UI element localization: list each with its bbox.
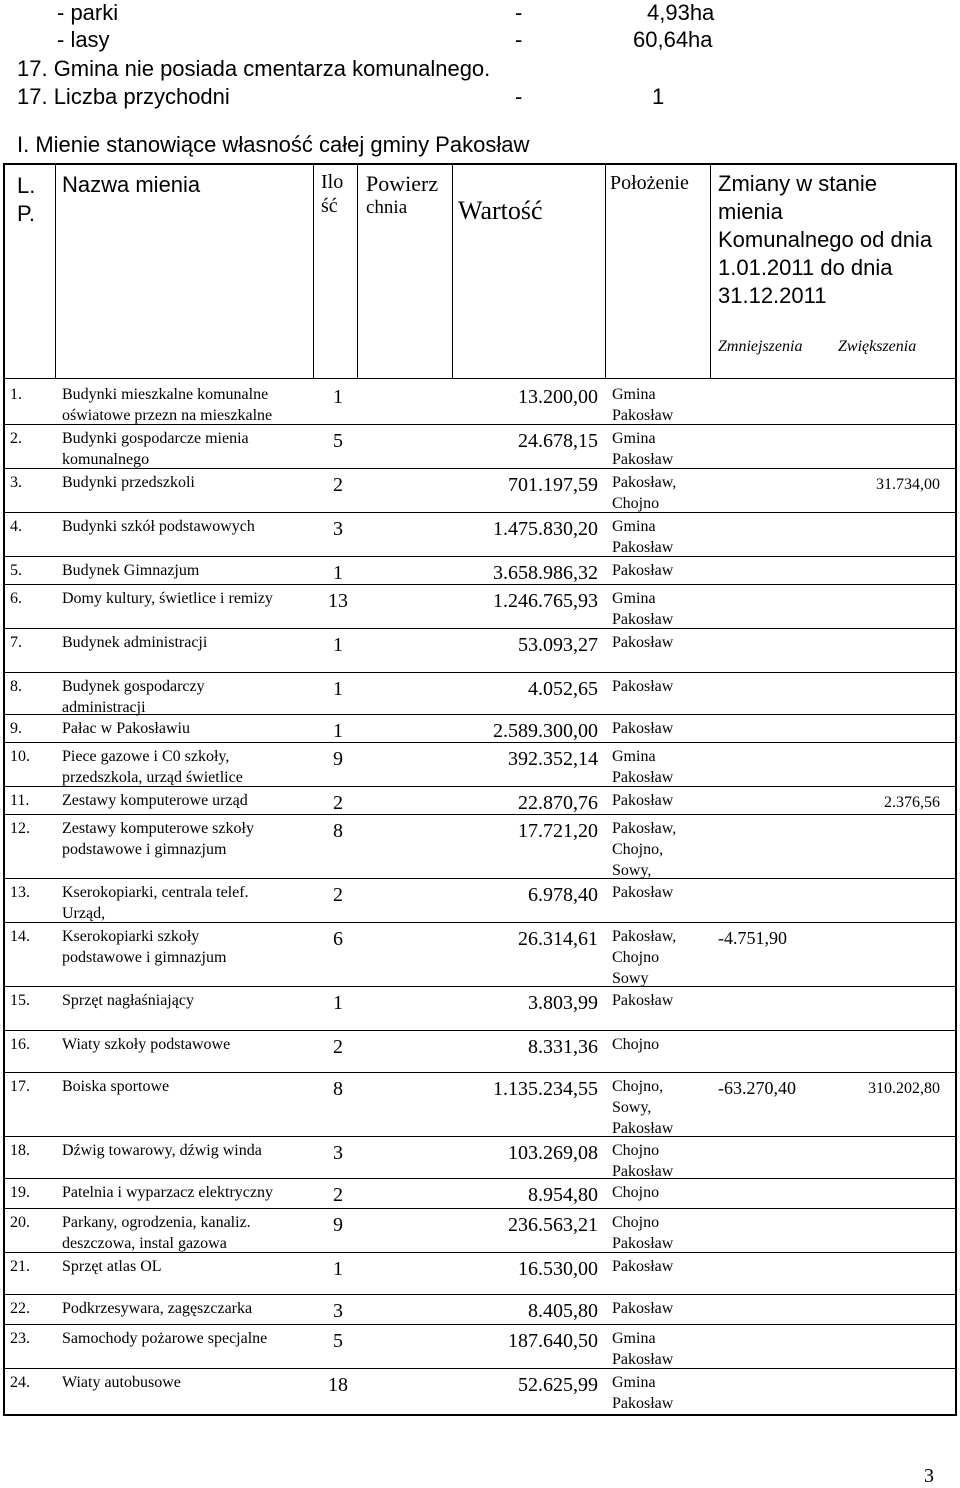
row-number: 12. xyxy=(10,820,30,837)
row-name-line: Budynek Gimnazjum xyxy=(62,562,200,579)
row-value: 6.978,40 xyxy=(528,884,598,906)
row-location-line: Chojno xyxy=(612,1214,660,1231)
row-location-line: Chojno xyxy=(612,1184,660,1201)
row-number: 19. xyxy=(10,1184,30,1201)
row-value: 1.246.765,93 xyxy=(493,590,598,612)
table-border-top xyxy=(3,163,957,165)
row-location-line: Gmina xyxy=(612,518,656,535)
row-location-line: Chojno xyxy=(612,949,660,966)
section-title: I. Mienie stanowiące własność całej gminy Pakosław xyxy=(17,132,530,157)
row-location-line: Pakosław, xyxy=(612,474,677,491)
row-quantity: 3 xyxy=(333,518,343,540)
row-divider xyxy=(3,1178,957,1179)
row-location-line: Pakosław xyxy=(612,992,674,1009)
row-divider xyxy=(3,922,957,923)
row-number: 10. xyxy=(10,748,30,765)
row-quantity: 9 xyxy=(333,1214,343,1236)
row-location-line: Chojno xyxy=(612,495,660,512)
row-value: 3.803,99 xyxy=(528,992,598,1014)
row-increase: 31.734,00 xyxy=(876,476,940,493)
row-name-line: podstawowe i gimnazjum xyxy=(62,949,227,966)
row-location-line: Pakosław xyxy=(612,720,674,737)
row-divider xyxy=(3,1136,957,1137)
header-col-divider xyxy=(710,163,711,378)
row-quantity: 18 xyxy=(328,1374,348,1396)
row-number: 11. xyxy=(10,792,30,809)
header-zmniejszenia: Zmniejszenia xyxy=(718,338,803,355)
header-lp-line2: P. xyxy=(17,201,35,226)
row-location-line: Pakosław xyxy=(612,769,674,786)
row-decrease: -63.270,40 xyxy=(718,1078,796,1098)
row-location-line: Pakosław xyxy=(612,1351,674,1368)
row-quantity: 8 xyxy=(333,820,343,842)
row-name-line: Samochody pożarowe specjalne xyxy=(62,1330,268,1347)
row-name-line: oświatowe przezn na mieszkalne xyxy=(62,407,273,424)
header-wartosc: Wartość xyxy=(458,196,543,225)
row-location-line: Gmina xyxy=(612,430,656,447)
row-value: 1.135.234,55 xyxy=(493,1078,598,1100)
row-location-line: Pakosław, xyxy=(612,820,677,837)
row-number: 9. xyxy=(10,720,22,737)
row-quantity: 1 xyxy=(333,720,343,742)
row-name-line: Wiaty autobusowe xyxy=(62,1374,181,1391)
intro-lasy-value: 60,64ha xyxy=(633,27,713,52)
header-ilosc xyxy=(321,170,343,218)
row-name-line: Kserokopiarki szkoły xyxy=(62,928,200,945)
clinics-dash: - xyxy=(515,84,523,109)
row-value: 103.269,08 xyxy=(508,1142,598,1164)
row-location-line: Pakosław xyxy=(612,1163,674,1180)
intro-parki-value: 4,93ha xyxy=(647,0,715,25)
row-divider xyxy=(3,1294,957,1295)
table-border-right xyxy=(955,163,957,1414)
row-value: 8.405,80 xyxy=(528,1300,598,1322)
row-name-line: Dźwig towarowy, dźwig winda xyxy=(62,1142,262,1159)
header-col-divider xyxy=(313,163,314,378)
row-quantity: 9 xyxy=(333,748,343,770)
row-value: 3.658.986,32 xyxy=(493,562,598,584)
row-quantity: 1 xyxy=(333,386,343,408)
row-quantity: 1 xyxy=(333,562,343,584)
row-quantity: 1 xyxy=(333,992,343,1014)
row-number: 1. xyxy=(10,386,22,403)
row-divider xyxy=(3,986,957,987)
header-lp xyxy=(17,172,35,228)
row-number: 6. xyxy=(10,590,22,607)
row-value: 8.954,80 xyxy=(528,1184,598,1206)
row-name-line: podstawowe i gimnazjum xyxy=(62,841,227,858)
header-zmiany-l5: 31.12.2011 xyxy=(718,283,827,308)
cemetery-note: 17. Gmina nie posiada cmentarza komunalnego. xyxy=(17,56,491,81)
row-divider xyxy=(3,878,957,879)
header-lp-line1: L. xyxy=(17,173,36,198)
row-number: 20. xyxy=(10,1214,30,1231)
row-value: 52.625,99 xyxy=(518,1374,598,1396)
row-name-line: Budynek administracji xyxy=(62,634,208,651)
row-divider xyxy=(3,556,957,557)
row-divider xyxy=(3,672,957,673)
clinics-value: 1 xyxy=(652,84,665,109)
intro-parki-label: - parki xyxy=(57,0,119,25)
row-quantity: 3 xyxy=(333,1300,343,1322)
row-value: 22.870,76 xyxy=(518,792,598,814)
row-divider xyxy=(3,628,957,629)
row-name-line: Budynki szkół podstawowych xyxy=(62,518,255,535)
page-number: 3 xyxy=(924,1465,934,1487)
row-value: 26.314,61 xyxy=(518,928,598,950)
row-name-line: Boiska sportowe xyxy=(62,1078,170,1095)
header-col-divider xyxy=(605,163,606,378)
header-powierzchnia xyxy=(366,172,438,220)
row-divider xyxy=(3,1324,957,1325)
row-value: 53.093,27 xyxy=(518,634,598,656)
row-location-line: Sowy, xyxy=(612,862,652,879)
row-number: 23. xyxy=(10,1330,30,1347)
row-number: 8. xyxy=(10,678,22,695)
row-divider xyxy=(3,1030,957,1031)
header-col-divider xyxy=(452,163,453,378)
row-value: 236.563,21 xyxy=(508,1214,598,1236)
header-col-divider xyxy=(55,163,56,378)
intro-lasy-label: - lasy xyxy=(57,27,110,52)
row-name-line: Podkrzesywara, zagęszczarka xyxy=(62,1300,253,1317)
row-name-line: Wiaty szkoły podstawowe xyxy=(62,1036,231,1053)
header-polozenie: Położenie xyxy=(610,172,689,194)
row-number: 17. xyxy=(10,1078,30,1095)
table-border-bottom xyxy=(3,1414,957,1416)
row-value: 187.640,50 xyxy=(508,1330,598,1352)
header-col-divider xyxy=(357,163,358,378)
row-number: 7. xyxy=(10,634,22,651)
row-number: 14. xyxy=(10,928,30,945)
header-zmiany xyxy=(718,170,932,310)
header-zmiany-l4: 1.01.2011 do dnia xyxy=(718,255,893,280)
header-ilosc-line2: ść xyxy=(321,195,338,217)
row-location-line: Sowy, xyxy=(612,1099,652,1116)
row-name-line: Kserokopiarki, centrala telef. xyxy=(62,884,249,901)
row-location-line: Pakosław xyxy=(612,451,674,468)
row-name-line: Budynki gospodarcze mienia xyxy=(62,430,249,447)
row-value: 392.352,14 xyxy=(508,748,598,770)
row-name-line: Pałac w Pakosławiu xyxy=(62,720,190,737)
row-name-line: Urząd, xyxy=(62,905,106,922)
row-number: 13. xyxy=(10,884,30,901)
row-divider xyxy=(3,1208,957,1209)
header-zmiany-l2: mienia xyxy=(718,199,783,224)
row-divider xyxy=(3,1368,957,1369)
row-divider xyxy=(3,1072,957,1073)
row-name-line: Domy kultury, świetlice i remizy xyxy=(62,590,273,607)
row-quantity: 2 xyxy=(333,1184,343,1206)
row-name-line: Parkany, ogrodzenia, kanaliz. xyxy=(62,1214,251,1231)
row-decrease: -4.751,90 xyxy=(718,928,787,948)
header-zmiany-l1: Zmiany w stanie xyxy=(718,171,877,196)
row-name-line: Sprzęt nagłaśniający xyxy=(62,992,194,1009)
header-pow-line2: chnia xyxy=(366,197,408,218)
header-zmiany-l3: Komunalnego od dnia xyxy=(718,227,933,252)
row-location-line: Pakosław xyxy=(612,539,674,556)
row-increase: 2.376,56 xyxy=(884,794,940,811)
row-quantity: 1 xyxy=(333,634,343,656)
intro-lasy-dash: - xyxy=(515,27,523,52)
row-location-line: Chojno, xyxy=(612,1078,664,1095)
header-nazwa: Nazwa mienia xyxy=(62,172,201,197)
row-quantity: 5 xyxy=(333,1330,343,1352)
row-location-line: Pakosław xyxy=(612,611,674,628)
row-number: 3. xyxy=(10,474,22,491)
row-location-line: Pakosław xyxy=(612,634,674,651)
clinics-label: 17. Liczba przychodni xyxy=(17,84,230,109)
row-location-line: Pakosław, xyxy=(612,928,677,945)
row-number: 16. xyxy=(10,1036,30,1053)
header-zwiekszenia: Zwiększenia xyxy=(838,338,917,355)
row-location-line: Pakosław xyxy=(612,407,674,424)
header-ilosc-line1: Ilo xyxy=(321,171,344,193)
row-value: 24.678,15 xyxy=(518,430,598,452)
row-number: 18. xyxy=(10,1142,30,1159)
row-value: 13.200,00 xyxy=(518,386,598,408)
row-location-line: Pakosław xyxy=(612,562,674,579)
row-name-line: Budynki mieszkalne komunalne xyxy=(62,386,269,403)
row-number: 15. xyxy=(10,992,30,1009)
row-name-line: Patelnia i wyparzacz elektryczny xyxy=(62,1184,273,1201)
header-divider xyxy=(3,378,957,379)
row-value: 2.589.300,00 xyxy=(493,720,598,742)
row-number: 22. xyxy=(10,1300,30,1317)
row-value: 1.475.830,20 xyxy=(493,518,598,540)
row-name-line: przedszkola, urząd świetlice xyxy=(62,769,243,786)
row-value: 8.331,36 xyxy=(528,1036,598,1058)
row-location-line: Sowy xyxy=(612,970,649,987)
row-name-line: Sprzęt atlas OL xyxy=(62,1258,162,1275)
row-quantity: 2 xyxy=(333,1036,343,1058)
row-quantity: 2 xyxy=(333,474,343,496)
row-quantity: 8 xyxy=(333,1078,343,1100)
row-number: 5. xyxy=(10,562,22,579)
row-location-line: Chojno, xyxy=(612,841,664,858)
intro-parki-dash: - xyxy=(515,0,523,25)
row-location-line: Pakosław xyxy=(612,1300,674,1317)
row-quantity: 5 xyxy=(333,430,343,452)
row-number: 24. xyxy=(10,1374,30,1391)
row-location-line: Pakosław xyxy=(612,678,674,695)
row-location-line: Chojno xyxy=(612,1142,660,1159)
row-quantity: 1 xyxy=(333,1258,343,1280)
row-quantity: 6 xyxy=(333,928,343,950)
row-quantity: 1 xyxy=(333,678,343,700)
row-location-line: Pakosław xyxy=(612,1258,674,1275)
row-number: 21. xyxy=(10,1258,30,1275)
row-location-line: Gmina xyxy=(612,1330,656,1347)
row-location-line: Pakosław xyxy=(612,1235,674,1252)
row-value: 17.721,20 xyxy=(518,820,598,842)
row-name-line: Zestawy komputerowe szkoły xyxy=(62,820,254,837)
row-value: 701.197,59 xyxy=(508,474,598,496)
row-location-line: Chojno xyxy=(612,1036,660,1053)
row-location-line: Pakosław xyxy=(612,792,674,809)
row-increase: 310.202,80 xyxy=(868,1080,940,1097)
row-value: 4.052,65 xyxy=(528,678,598,700)
row-quantity: 3 xyxy=(333,1142,343,1164)
row-number: 4. xyxy=(10,518,22,535)
row-quantity: 2 xyxy=(333,792,343,814)
row-location-line: Pakosław xyxy=(612,1120,674,1137)
row-name-line: komunalnego xyxy=(62,451,150,468)
table-border-left xyxy=(3,163,5,1414)
row-divider xyxy=(3,714,957,715)
row-quantity: 13 xyxy=(328,590,348,612)
header-pow-line1: Powierz xyxy=(366,171,439,196)
row-location-line: Pakosław xyxy=(612,1395,674,1412)
row-location-line: Pakosław xyxy=(612,884,674,901)
row-name-line: deszczowa, instal gazowa xyxy=(62,1235,227,1252)
row-location-line: Gmina xyxy=(612,1374,656,1391)
row-value: 16.530,00 xyxy=(518,1258,598,1280)
row-name-line: Budynek gospodarczy xyxy=(62,678,205,695)
row-location-line: Gmina xyxy=(612,386,656,403)
row-name-line: Piece gazowe i C0 szkoły, xyxy=(62,748,230,765)
row-location-line: Gmina xyxy=(612,590,656,607)
row-quantity: 2 xyxy=(333,884,343,906)
row-name-line: Budynki przedszkoli xyxy=(62,474,195,491)
row-name-line: Zestawy komputerowe urząd xyxy=(62,792,248,809)
row-location-line: Gmina xyxy=(612,748,656,765)
row-divider xyxy=(3,512,957,513)
row-name-line: administracji xyxy=(62,699,146,716)
row-number: 2. xyxy=(10,430,22,447)
